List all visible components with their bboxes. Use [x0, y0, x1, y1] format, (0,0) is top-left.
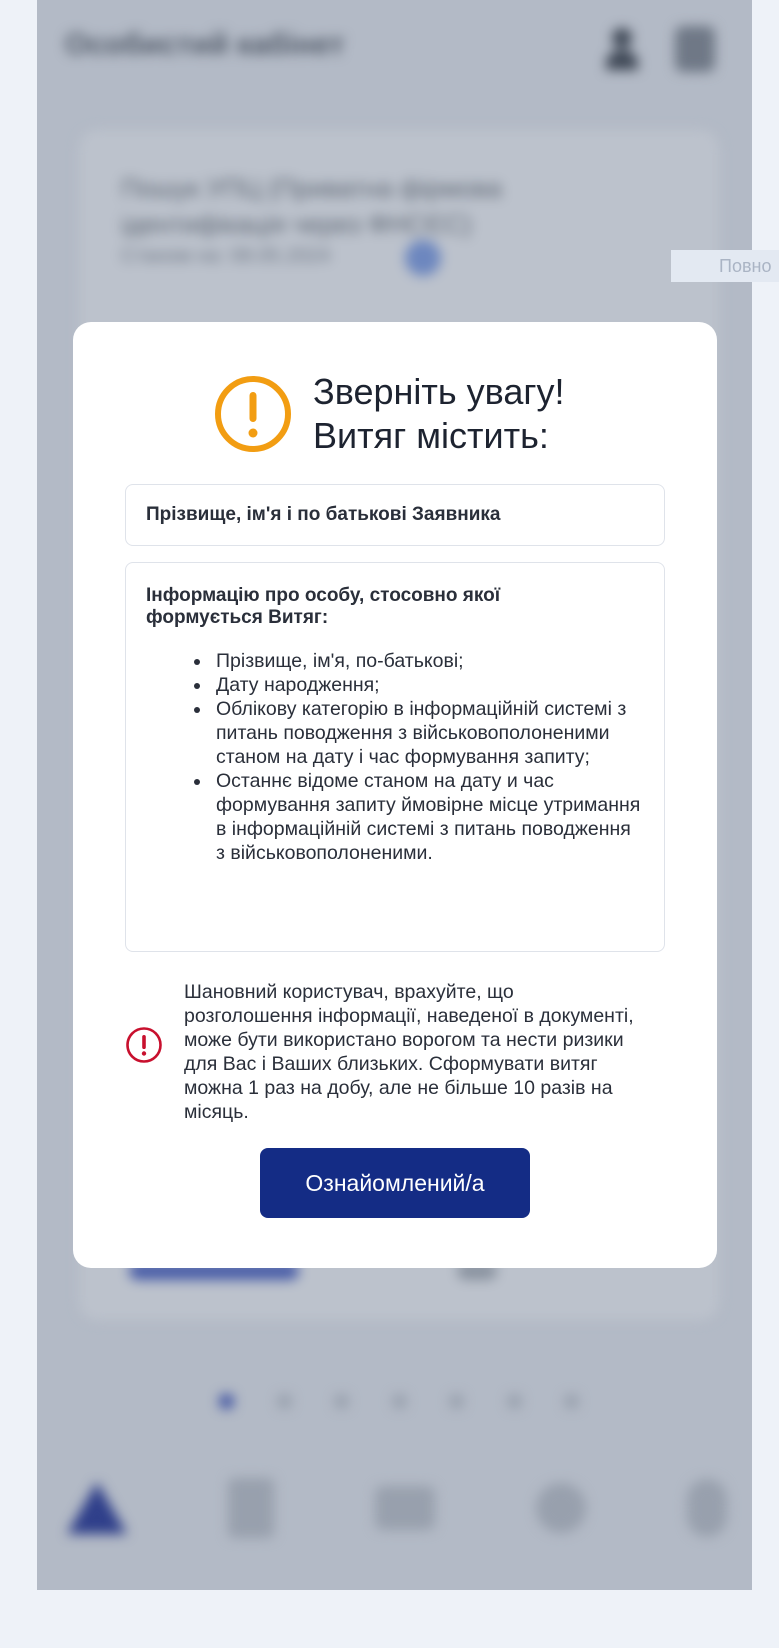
carousel-pagination	[219, 1394, 579, 1410]
applicant-info-text: Прізвище, ім'я і по батькові Заявника	[146, 504, 501, 525]
modal-heading-line2: Витяг містить:	[313, 415, 549, 456]
attention-modal	[73, 322, 717, 1268]
bottom-navigation	[67, 1468, 727, 1548]
pagination-dot	[507, 1394, 522, 1409]
phone-icon	[536, 1483, 586, 1533]
person-info-title: Інформацію про особу, стосовно якої формується Витяг:	[146, 585, 501, 628]
page-title: Особистий кабінет	[65, 28, 345, 61]
card-icon	[375, 1486, 435, 1530]
modal-heading-line1: Зверніть увагу!	[313, 371, 565, 412]
help-icon	[687, 1479, 727, 1537]
service-card-title: Пошук УПЦ (Приватна фірмова ідентифікація через ФНСЄС)	[121, 173, 502, 239]
side-tab: Повно	[671, 250, 779, 282]
exclamation-circle-icon	[213, 374, 293, 454]
service-card-date: Станом на: 08.05.2024	[121, 245, 331, 267]
home-icon	[67, 1482, 127, 1534]
pagination-dot	[334, 1394, 349, 1409]
person-info-box	[125, 562, 665, 952]
list-item: • Облікову категорію в інформаційній системі з питань поводження з військовополоненими станом на дату і час формування запиту;	[212, 697, 644, 769]
pagination-dot	[564, 1394, 579, 1409]
document-icon	[228, 1478, 274, 1538]
acknowledge-button[interactable]: Ознайомлений/а	[260, 1148, 530, 1218]
info-badge-icon	[405, 240, 441, 276]
list-item: • Дату народження;	[212, 673, 644, 697]
modal-heading	[313, 370, 693, 458]
pagination-dot	[219, 1394, 234, 1409]
applicant-info-box	[125, 484, 665, 546]
pagination-dot	[449, 1394, 464, 1409]
pagination-dot	[392, 1394, 407, 1409]
menu-icon	[675, 26, 715, 72]
list-item: • Останнє відоме станом на дату и час формування запиту ймовірне місце утримання в інформаційній системі з питань поводження з військовополоненими.	[212, 769, 644, 865]
warning-icon	[125, 1026, 163, 1064]
warning-text: Шановний користувач, врахуйте, що розголошення інформації, наведеної в документі, може бути використано ворогом та нести ризики для Вас і Ваших близьких. Сформувати витяг можна 1 раз на добу, але не більше 10 разів на місяць.	[184, 981, 634, 1123]
user-icon	[602, 26, 642, 74]
list-item: • Прізвище, ім'я, по-батькові;	[212, 649, 644, 673]
person-info-list	[146, 649, 644, 865]
pagination-dot	[277, 1394, 292, 1409]
